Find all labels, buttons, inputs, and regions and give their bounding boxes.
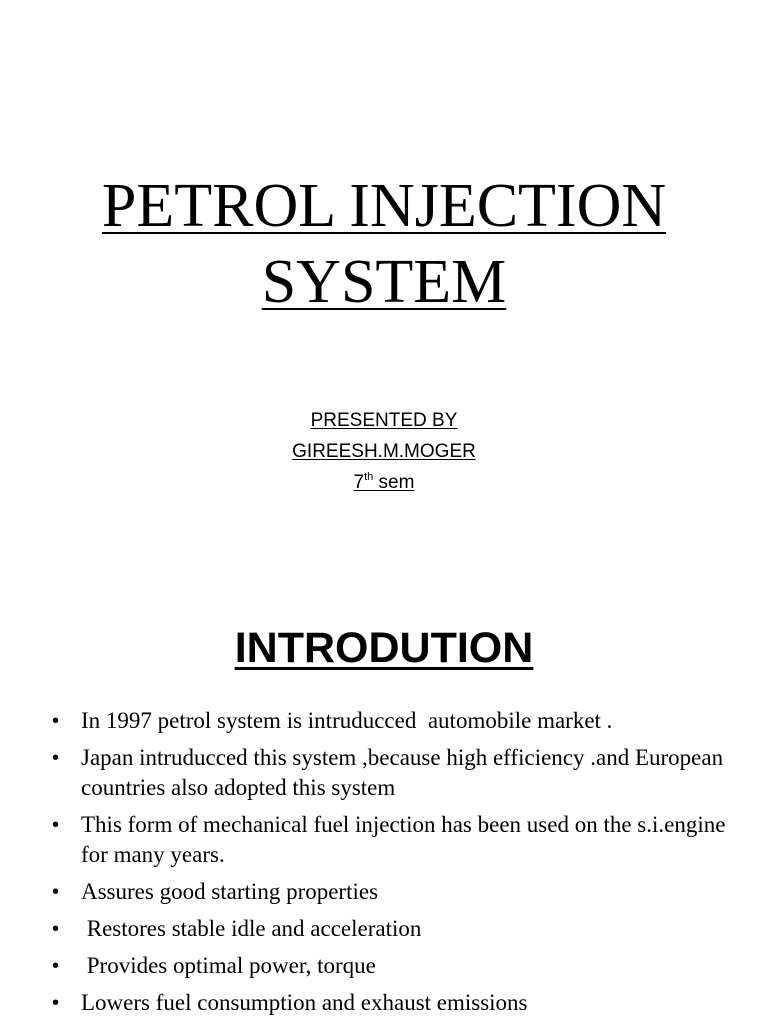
list-item xyxy=(0,951,768,981)
introduction-bullet-list xyxy=(0,706,768,1024)
bullet-text: Lowers fuel consumption and exhaust emissions xyxy=(81,990,528,1015)
bullet-icon: • xyxy=(52,955,60,977)
list-item xyxy=(0,914,768,944)
bullet-text: In 1997 petrol system is intruducced automobile market . xyxy=(81,708,613,733)
bullet-text: This form of mechanical fuel injection has been used on the s.i.engine for many years. xyxy=(81,812,732,867)
bullet-icon: • xyxy=(52,747,60,769)
presentation-title xyxy=(0,168,768,320)
presented-by-label: PRESENTED BY xyxy=(310,410,458,431)
presenter-name: GIREESH.M.MOGER xyxy=(292,441,476,462)
introduction-heading xyxy=(0,620,768,676)
list-item xyxy=(0,877,768,907)
semester-suffix: th xyxy=(364,470,374,483)
bullet-text: Assures good starting properties xyxy=(81,879,379,904)
bullet-icon: • xyxy=(52,881,60,903)
list-item xyxy=(0,810,768,870)
title-line-2: SYSTEM xyxy=(261,248,507,316)
bullet-icon: • xyxy=(52,710,60,732)
presenter-block xyxy=(0,405,768,498)
bullet-icon: • xyxy=(52,992,60,1014)
semester-number: 7 xyxy=(353,472,365,493)
bullet-text: Provides optimal power, torque xyxy=(81,953,376,978)
bullet-text: Japan intruducced this system ,because high efficiency .and European countries also adopted this system xyxy=(81,745,729,800)
introduction-heading-text: INTRODUTION xyxy=(234,624,534,672)
bullet-text: Restores stable idle and acceleration xyxy=(81,916,422,941)
semester-text xyxy=(354,472,415,493)
bullet-icon: • xyxy=(52,918,60,940)
list-item xyxy=(0,743,768,803)
introduction-slide xyxy=(0,560,768,1024)
list-item xyxy=(0,988,768,1018)
semester-label: sem xyxy=(373,472,415,493)
bullet-icon: • xyxy=(52,814,60,836)
list-item xyxy=(0,706,768,736)
title-line-1: PETROL INJECTION xyxy=(101,172,667,240)
